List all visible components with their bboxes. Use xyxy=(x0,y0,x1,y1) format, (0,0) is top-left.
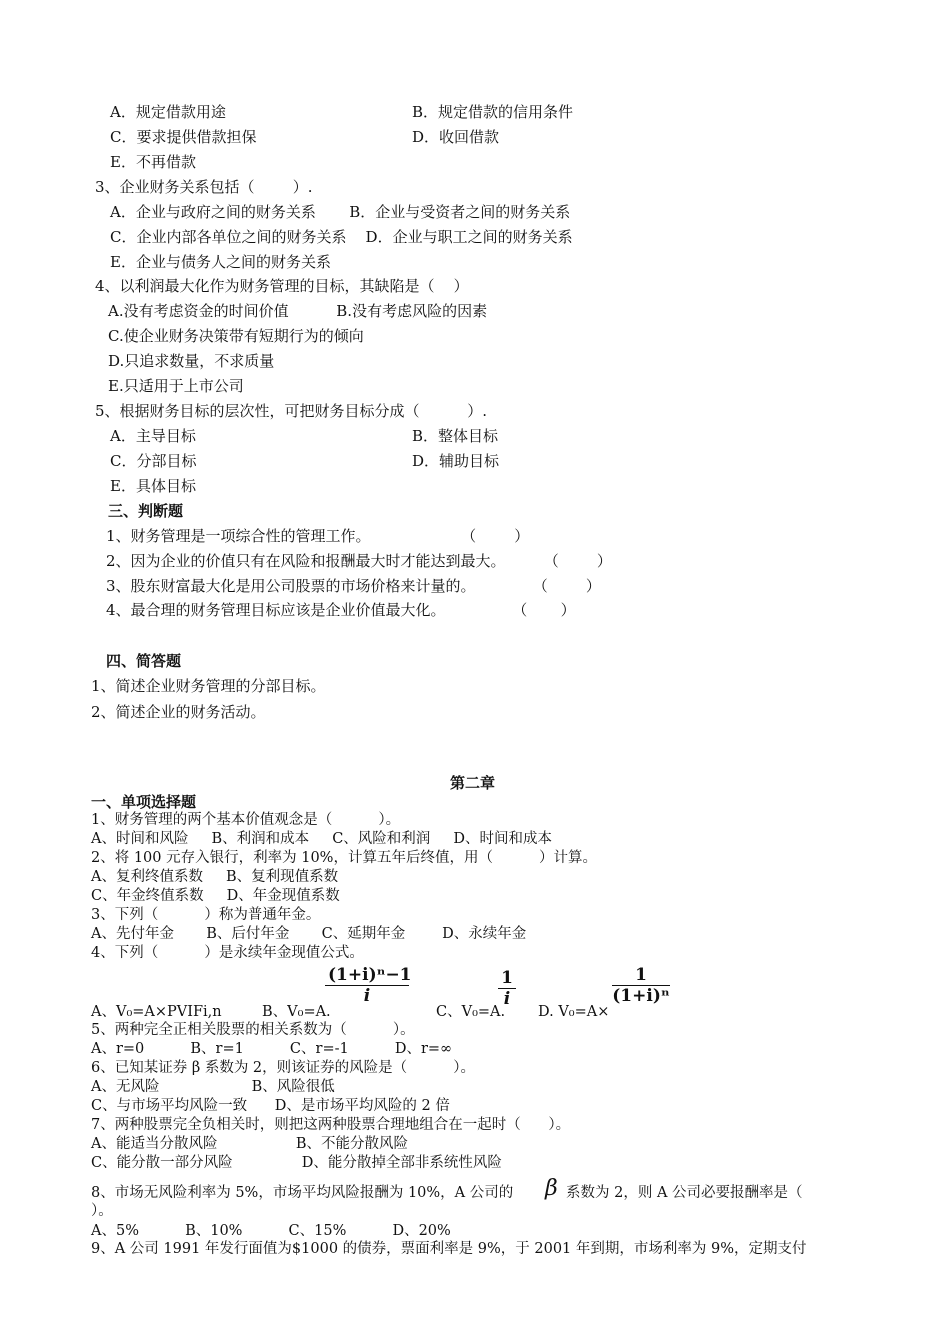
tf-item-4: 4、最合理的财务管理目标应该是企业价值最大化。 （ ） xyxy=(106,601,576,619)
formula-d-fraction xyxy=(612,965,670,1006)
ch2-q2-stem: 2、将 100 元存入银行，利率为 10%，计算五年后终值，用（ ）计算。 xyxy=(91,850,598,866)
ch2-q4-option-b: B、V₀=A. xyxy=(262,1004,331,1020)
ch2-q8-stem-part2: 系数为 2，则 A 公司必要报酬率是（ xyxy=(566,1185,803,1201)
ch2-q6-stem: 6、已知某证券 β 系数为 2，则该证券的风险是（ ）。 xyxy=(91,1060,476,1076)
ch2-q1-stem: 1、财务管理的两个基本价值观念是（ ）。 xyxy=(91,812,401,828)
ch2-q4-stem: 4、下列（ ）是永续年金现值公式。 xyxy=(91,945,364,961)
q4-options-ab: A.没有考虑资金的时间价值 B.没有考虑风险的因素 xyxy=(108,302,488,320)
section-1-title: 一、单项选择题 xyxy=(91,793,197,811)
q4-stem: 4、以利润最大化作为财务管理的目标，其缺陷是（ ） xyxy=(95,277,469,295)
ch2-q4-option-a: A、V₀=A×PVIFi,n xyxy=(91,1004,222,1020)
q2-option-d: D．收回借款 xyxy=(412,128,500,146)
q3-stem: 3、企业财务关系包括（ ）. xyxy=(95,178,313,196)
beta-symbol: β xyxy=(545,1176,558,1201)
short-answer-1: 1、简述企业财务管理的分部目标。 xyxy=(91,677,326,695)
formula-c-denominator: i xyxy=(503,989,511,1009)
ch2-q7-stem: 7、两种股票完全负相关时，则把这两种股票合理地组合在一起时（ ）。 xyxy=(91,1117,571,1133)
q2-option-a: A．规定借款用途 xyxy=(110,103,226,121)
section-4-title: 四、简答题 xyxy=(106,652,182,670)
q4-option-d: D.只追求数量，不求质量 xyxy=(108,352,275,370)
formula-b-denominator: i xyxy=(363,986,371,1006)
q5-option-e: E．具体目标 xyxy=(110,477,196,495)
ch2-q4-option-c: C、V₀=A. xyxy=(436,1004,506,1020)
formula-c-numerator: 1 xyxy=(501,968,513,988)
ch2-q5-options: A、r=0 B、r=1 C、r=-1 D、r=∞ xyxy=(91,1041,453,1057)
q4-option-e: E.只适用于上市公司 xyxy=(108,377,244,395)
ch2-q7-options-ab: A、能适当分散风险 B、不能分散风险 xyxy=(91,1136,408,1152)
ch2-q7-options-cd: C、能分散一部分风险 D、能分散掉全部非系统性风险 xyxy=(91,1155,502,1171)
ch2-q3-options: A、先付年金 B、后付年金 C、延期年金 D、永续年金 xyxy=(91,926,527,942)
tf-item-1: 1、财务管理是一项综合性的管理工作。 （ ） xyxy=(106,527,530,545)
ch2-q8-stem-cont: ）。 xyxy=(91,1203,113,1219)
q2-option-b: B．规定借款的信用条件 xyxy=(412,103,574,121)
q5-option-d: D．辅助目标 xyxy=(412,452,500,470)
q5-option-b: B．整体目标 xyxy=(412,427,499,445)
q3-options-cd: C．企业内部各单位之间的财务关系 D．企业与职工之间的财务关系 xyxy=(110,228,573,246)
q5-stem: 5、根据财务目标的层次性，可把财务目标分成（ ）. xyxy=(95,402,487,420)
ch2-q5-stem: 5、两种完全正相关股票的相关系数为（ ）。 xyxy=(91,1022,415,1038)
formula-b-fraction xyxy=(325,965,412,1006)
q2-option-c: C．要求提供借款担保 xyxy=(110,128,257,146)
formula-d-numerator: 1 xyxy=(635,965,647,985)
formula-b-numerator: (1+i)ⁿ−1 xyxy=(328,965,412,985)
ch2-q2-options-ab: A、复利终值系数 B、复利现值系数 xyxy=(91,869,339,885)
q3-options-ab: A．企业与政府之间的财务关系 B．企业与受资者之间的财务关系 xyxy=(110,203,571,221)
ch2-q3-stem: 3、下列（ ）称为普通年金。 xyxy=(91,907,321,923)
q4-option-c: C.使企业财务决策带有短期行为的倾向 xyxy=(108,327,364,345)
tf-item-2: 2、因为企业的价值只有在风险和报酬最大时才能达到最大。 （ ） xyxy=(106,552,612,570)
ch2-q2-options-cd: C、年金终值系数 D、年金现值系数 xyxy=(91,888,340,904)
formula-c-fraction xyxy=(498,968,516,1009)
q5-option-c: C．分部目标 xyxy=(110,452,197,470)
ch2-q6-options-cd: C、与市场平均风险一致 D、是市场平均风险的 2 倍 xyxy=(91,1098,450,1114)
ch2-q9-stem: 9、A 公司 1991 年发行面值为$1000 的债券，票面利率是 9%，于 2001 年到期，市场利率为 9%，定期支付 xyxy=(91,1241,807,1257)
q2-option-e: E．不再借款 xyxy=(110,153,196,171)
q3-option-e: E．企业与债务人之间的财务关系 xyxy=(110,253,331,271)
short-answer-2: 2、简述企业的财务活动。 xyxy=(91,703,266,721)
q5-option-a: A．主导目标 xyxy=(110,427,196,445)
ch2-q4-option-d: D. V₀=A× xyxy=(538,1004,610,1020)
ch2-q6-options-ab: A、无风险 B、风险很低 xyxy=(91,1079,335,1095)
ch2-q1-options: A、时间和风险 B、利润和成本 C、风险和利润 D、时间和成本 xyxy=(91,831,552,847)
chapter-title: 第二章 xyxy=(450,774,496,792)
formula-d-denominator: (1+i)ⁿ xyxy=(612,986,670,1006)
ch2-q8-stem-part1: 8、市场无风险利率为 5%，市场平均风险报酬为 10%，A 公司的 xyxy=(91,1185,514,1201)
section-3-title: 三、判断题 xyxy=(108,502,184,520)
ch2-q8-options: A、5% B、10% C、15% D、20% xyxy=(91,1223,451,1239)
tf-item-3: 3、股东财富最大化是用公司股票的市场价格来计量的。 （ ） xyxy=(106,577,601,595)
